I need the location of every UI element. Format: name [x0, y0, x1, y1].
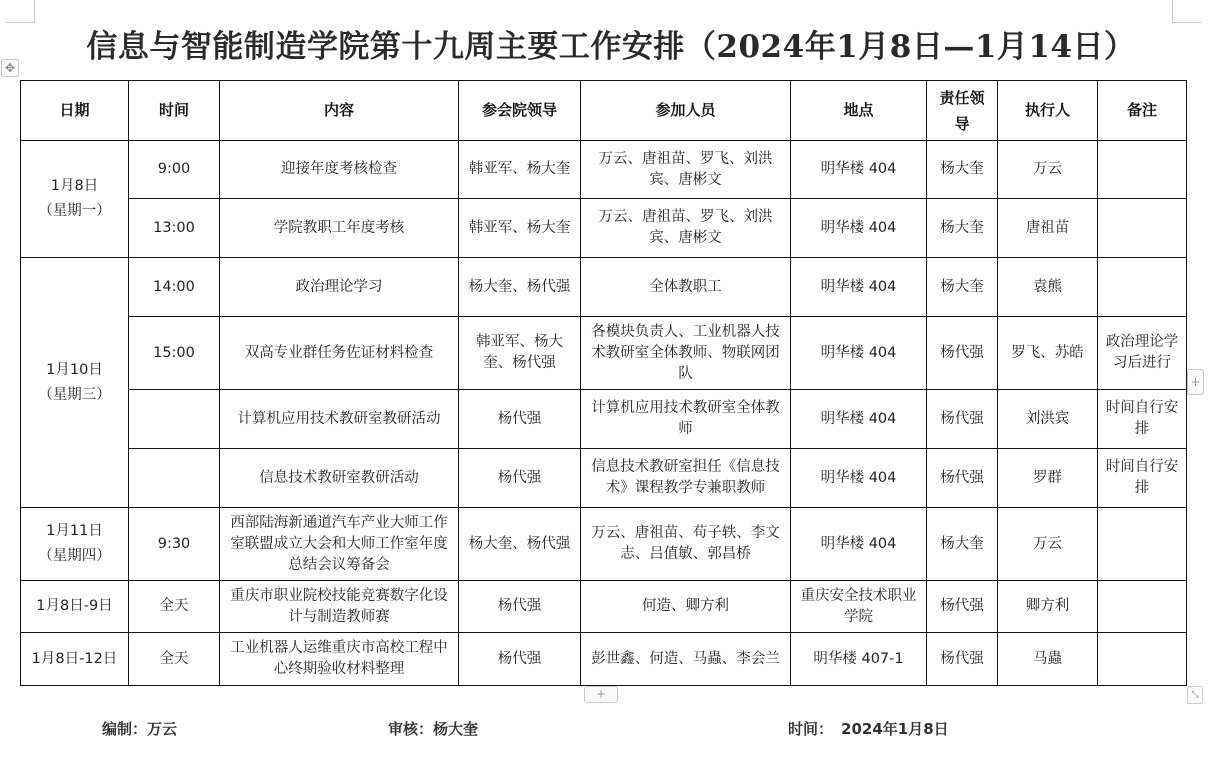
content-cell[interactable]: 西部陆海新通道汽车产业大师工作室联盟成立大会和大师工作室年度总结会议筹备会	[220, 508, 459, 581]
schedule-table	[20, 80, 1187, 686]
header-content: 内容	[220, 81, 459, 141]
participants-cell[interactable]: 万云、唐祖苗、罗飞、刘洪宾、唐彬文	[581, 141, 791, 199]
header-leaders: 参会院领导	[459, 81, 581, 141]
leaders-cell[interactable]: 杨代强	[459, 390, 581, 449]
add-row-icon[interactable]: +	[584, 686, 618, 703]
location-cell[interactable]: 明华楼 404	[791, 390, 927, 449]
header-responsible: 责任领导	[927, 81, 998, 141]
table-row	[21, 633, 1187, 686]
executor-cell[interactable]: 马蟲	[998, 633, 1098, 686]
table-row	[21, 199, 1187, 258]
location-cell[interactable]: 明华楼 404	[791, 199, 927, 258]
footer-compiled-by	[102, 718, 177, 739]
content-cell[interactable]: 双高专业群任务佐证材料检查	[220, 317, 459, 390]
responsible-cell[interactable]: 杨代强	[927, 317, 998, 390]
reviewed-label: 审核：	[388, 720, 434, 738]
time-cell[interactable]: 14:00	[129, 258, 220, 317]
notes-cell[interactable]	[1098, 633, 1187, 686]
location-cell[interactable]: 明华楼 407-1	[791, 633, 927, 686]
executor-cell[interactable]: 万云	[998, 141, 1098, 199]
responsible-cell[interactable]: 杨大奎	[927, 508, 998, 581]
time-cell[interactable]: 15:00	[129, 317, 220, 390]
time-cell[interactable]: 全天	[129, 633, 220, 686]
location-cell[interactable]: 明华楼 404	[791, 508, 927, 581]
time-cell[interactable]: 13:00	[129, 199, 220, 258]
executor-cell[interactable]: 罗群	[998, 449, 1098, 508]
participants-cell[interactable]: 各模块负责人、工业机器人技术教研室全体教师、物联网团队	[581, 317, 791, 390]
content-cell[interactable]: 重庆市职业院校技能竞赛数字化设计与制造教师赛	[220, 581, 459, 633]
notes-cell[interactable]	[1098, 258, 1187, 317]
table-move-handle-icon[interactable]: ✥	[1, 59, 19, 77]
notes-cell[interactable]: 政治理论学习后进行	[1098, 317, 1187, 390]
date-value: 2024年1月8日	[841, 720, 949, 738]
footer-date	[788, 718, 949, 739]
responsible-cell[interactable]: 杨大奎	[927, 199, 998, 258]
leaders-cell[interactable]: 杨代强	[459, 449, 581, 508]
header-row	[21, 81, 1187, 141]
table-row	[21, 508, 1187, 581]
executor-cell[interactable]: 万云	[998, 508, 1098, 581]
responsible-cell[interactable]: 杨大奎	[927, 141, 998, 199]
leaders-cell[interactable]: 杨大奎、杨代强	[459, 258, 581, 317]
time-cell[interactable]	[129, 449, 220, 508]
header-executor: 执行人	[998, 81, 1098, 141]
date-cell[interactable]: 1月10日（星期三）	[21, 258, 129, 508]
crop-mark-top-right	[1172, 0, 1201, 23]
header-date: 日期	[21, 81, 129, 141]
table-row	[21, 317, 1187, 390]
location-cell[interactable]: 明华楼 404	[791, 141, 927, 199]
header-time: 时间	[129, 81, 220, 141]
notes-cell[interactable]: 时间自行安排	[1098, 449, 1187, 508]
participants-cell[interactable]: 何造、卿方利	[581, 581, 791, 633]
footer-reviewed-by	[388, 718, 478, 739]
notes-cell[interactable]	[1098, 141, 1187, 199]
responsible-cell[interactable]: 杨大奎	[927, 258, 998, 317]
document-title: 信息与智能制造学院第十九周主要工作安排（2024年1月8日—1月14日）	[86, 29, 1136, 65]
content-cell[interactable]: 信息技术教研室教研活动	[220, 449, 459, 508]
add-column-icon[interactable]: +	[1187, 369, 1204, 395]
leaders-cell[interactable]: 韩亚军、杨大奎、杨代强	[459, 317, 581, 390]
location-cell[interactable]: 明华楼 404	[791, 449, 927, 508]
table-row	[21, 258, 1187, 317]
time-cell[interactable]: 9:30	[129, 508, 220, 581]
executor-cell[interactable]: 唐祖苗	[998, 199, 1098, 258]
responsible-cell[interactable]: 杨代强	[927, 581, 998, 633]
table-resize-icon[interactable]: ⤡	[1187, 686, 1203, 704]
header-notes: 备注	[1098, 81, 1187, 141]
table-row	[21, 141, 1187, 199]
participants-cell[interactable]: 万云、唐祖苗、罗飞、刘洪宾、唐彬文	[581, 199, 791, 258]
time-cell[interactable]: 全天	[129, 581, 220, 633]
executor-cell[interactable]: 刘洪宾	[998, 390, 1098, 449]
content-cell[interactable]: 计算机应用技术教研室教研活动	[220, 390, 459, 449]
content-cell[interactable]: 学院教职工年度考核	[220, 199, 459, 258]
date-label: 时间：	[788, 720, 834, 738]
leaders-cell[interactable]: 杨代强	[459, 581, 581, 633]
participants-cell[interactable]: 信息技术教研室担任《信息技术》课程教学专兼职教师	[581, 449, 791, 508]
responsible-cell[interactable]: 杨代强	[927, 390, 998, 449]
header-participants: 参加人员	[581, 81, 791, 141]
participants-cell[interactable]: 万云、唐祖苗、苟子轶、李文志、吕值敏、郭昌桥	[581, 508, 791, 581]
table-row	[21, 449, 1187, 508]
time-cell[interactable]: 9:00	[129, 141, 220, 199]
executor-cell[interactable]: 袁熊	[998, 258, 1098, 317]
participants-cell[interactable]: 全体教职工	[581, 258, 791, 317]
compiled-label: 编制：	[102, 720, 148, 738]
reviewed-value: 杨大奎	[433, 720, 479, 738]
content-cell[interactable]: 工业机器人运维重庆市高校工程中心终期验收材料整理	[220, 633, 459, 686]
executor-cell[interactable]: 罗飞、苏皓	[998, 317, 1098, 390]
date-cell[interactable]: 1月8日-9日	[21, 581, 129, 633]
date-cell[interactable]: 1月8日（星期一）	[21, 141, 129, 258]
location-cell[interactable]: 重庆安全技术职业学院	[791, 581, 927, 633]
table-row	[21, 390, 1187, 449]
participants-cell[interactable]: 彭世鑫、何造、马蟲、李会兰	[581, 633, 791, 686]
notes-cell[interactable]: 时间自行安排	[1098, 390, 1187, 449]
crop-mark-top-left	[6, 0, 35, 23]
date-cell[interactable]: 1月11日（星期四）	[21, 508, 129, 581]
leaders-cell[interactable]: 韩亚军、杨大奎	[459, 199, 581, 258]
notes-cell[interactable]	[1098, 199, 1187, 258]
header-location: 地点	[791, 81, 927, 141]
notes-cell[interactable]	[1098, 508, 1187, 581]
table-row	[21, 581, 1187, 633]
content-cell[interactable]: 政治理论学习	[220, 258, 459, 317]
participants-cell[interactable]: 计算机应用技术教研室全体教师	[581, 390, 791, 449]
location-cell[interactable]: 明华楼 404	[791, 258, 927, 317]
leaders-cell[interactable]: 杨大奎、杨代强	[459, 508, 581, 581]
date-cell[interactable]: 1月8日-12日	[21, 633, 129, 686]
executor-cell[interactable]: 卿方利	[998, 581, 1098, 633]
responsible-cell[interactable]: 杨代强	[927, 633, 998, 686]
content-cell[interactable]: 迎接年度考核检查	[220, 141, 459, 199]
leaders-cell[interactable]: 杨代强	[459, 633, 581, 686]
responsible-cell[interactable]: 杨代强	[927, 449, 998, 508]
compiled-value: 万云	[147, 720, 178, 738]
leaders-cell[interactable]: 韩亚军、杨大奎	[459, 141, 581, 199]
notes-cell[interactable]	[1098, 581, 1187, 633]
time-cell[interactable]	[129, 390, 220, 449]
location-cell[interactable]: 明华楼 404	[791, 317, 927, 390]
